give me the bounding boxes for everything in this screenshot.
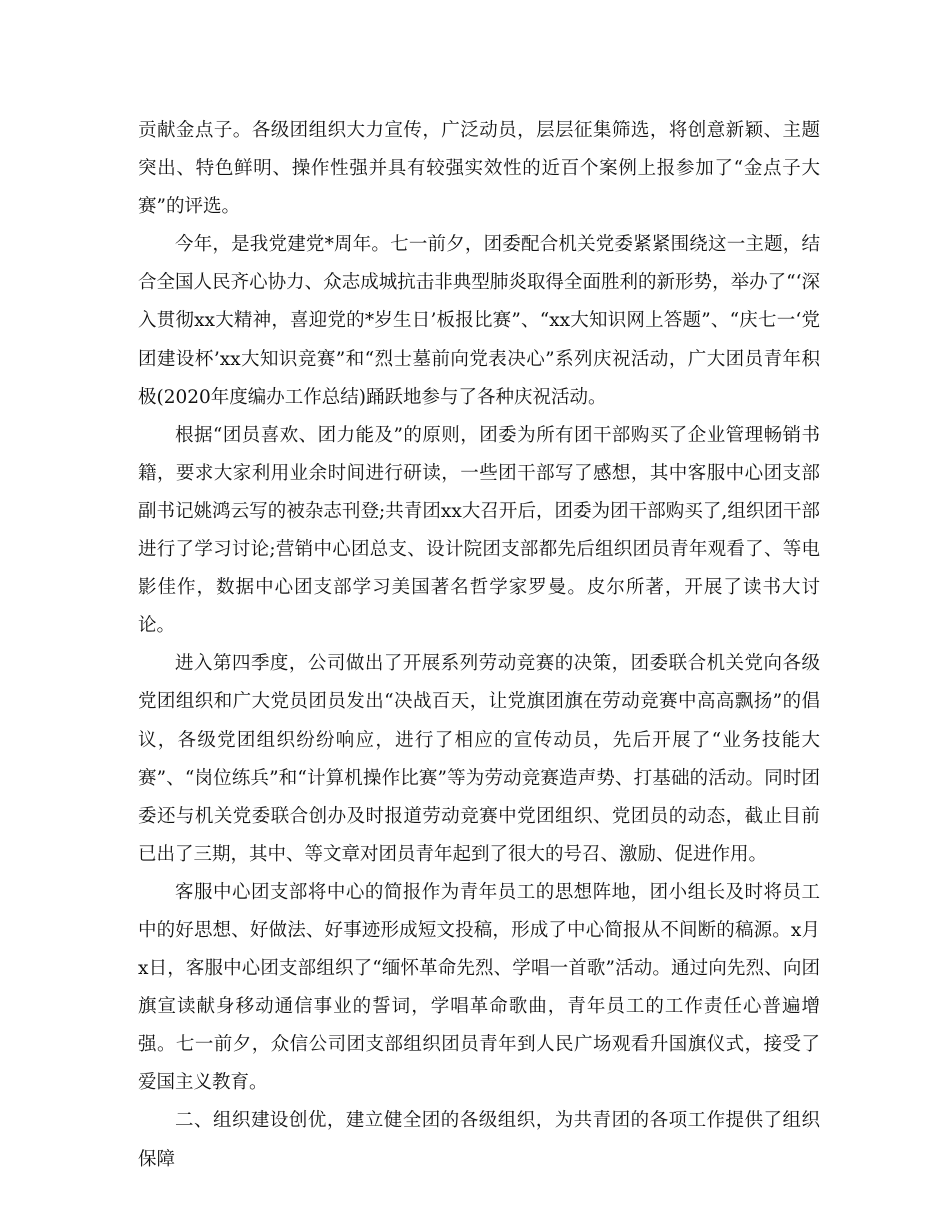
paragraph-2: 今年，是我党建党*周年。七一前夕，团委配合机关党委紧紧围绕这一主题，结合全国人民齐心协力、众志成城抗击非典型肺炎取得全面胜利的新形势，举办了“‘深入贯彻xx大精神，喜迎党的*岁生日’板报比赛”、“xx大知识网上答题”、“庆七一‘党团建设杯’xx大知识竞赛”和“烈士墓前向党表决心”系列庆祝活动，广大团员青年积极(2020年度编办工作总结)踊跃地参与了各种庆祝活动。 xyxy=(138,234,820,408)
paragraph-5: 客服中心团支部将中心的简报作为青年员工的思想阵地，团小组长及时将员工中的好思想、好做法、好事迹形成短文投稿，形成了中心简报从不间断的稿源。x月x日，客服中心团支部组织了“缅怀革命先烈、学唱一首歌”活动。通过向先烈、向团旗宣读献身移动通信事业的誓词，学唱革命歌曲，青年员工的工作责任心普遍增强。七一前夕，众信公司团支部组织团员青年到人民广场观看升国旗仪式，接受了爱国主义教育。 xyxy=(138,881,820,1094)
paragraph-1: 贡献金点子。各级团组织大力宣传，广泛动员，层层征集筛选，将创意新颖、主题突出、特色鲜明、操作性强并具有较强实效性的近百个案例上报参加了“金点子大赛”的评选。 xyxy=(138,120,820,218)
paragraph-4: 进入第四季度，公司做出了开展系列劳动竞赛的决策，团委联合机关党向各级党团组织和广大党员团员发出“决战百天，让党旗团旗在劳动竞赛中高高飘扬”的倡议，各级党团组织纷纷响应，进行了相应的宣传动员，先后开展了“业务技能大赛”、“岗位练兵”和“计算机操作比赛”等为劳动竞赛造声势、打基础的活动。同时团委还与机关党委联合创办及时报道劳动竞赛中党团组织、党团员的动态，截止目前已出了三期，其中、等文章对团员青年起到了很大的号召、激励、促进作用。 xyxy=(138,653,820,865)
document-page xyxy=(138,112,820,1179)
paragraph-3: 根据“团员喜欢、团力能及”的原则，团委为所有团干部购买了企业管理畅销书籍，要求大家利用业余时间进行研读，一些团干部写了感想，其中客服中心团支部副书记姚鸿云写的被杂志刊登;共青团xx大召开后，团委为团干部购买了,组织团干部进行了学习讨论;营销中心团总支、设计院团支部都先后组织团员青年观看了、等电影佳作，数据中心团支部学习美国著名哲学家罗曼。皮尔所著，开展了读书大讨论。 xyxy=(138,424,820,637)
section-heading-2: 二、组织建设创优，建立健全团的各级组织，为共青团的各项工作提供了组织保障 xyxy=(138,1110,820,1170)
